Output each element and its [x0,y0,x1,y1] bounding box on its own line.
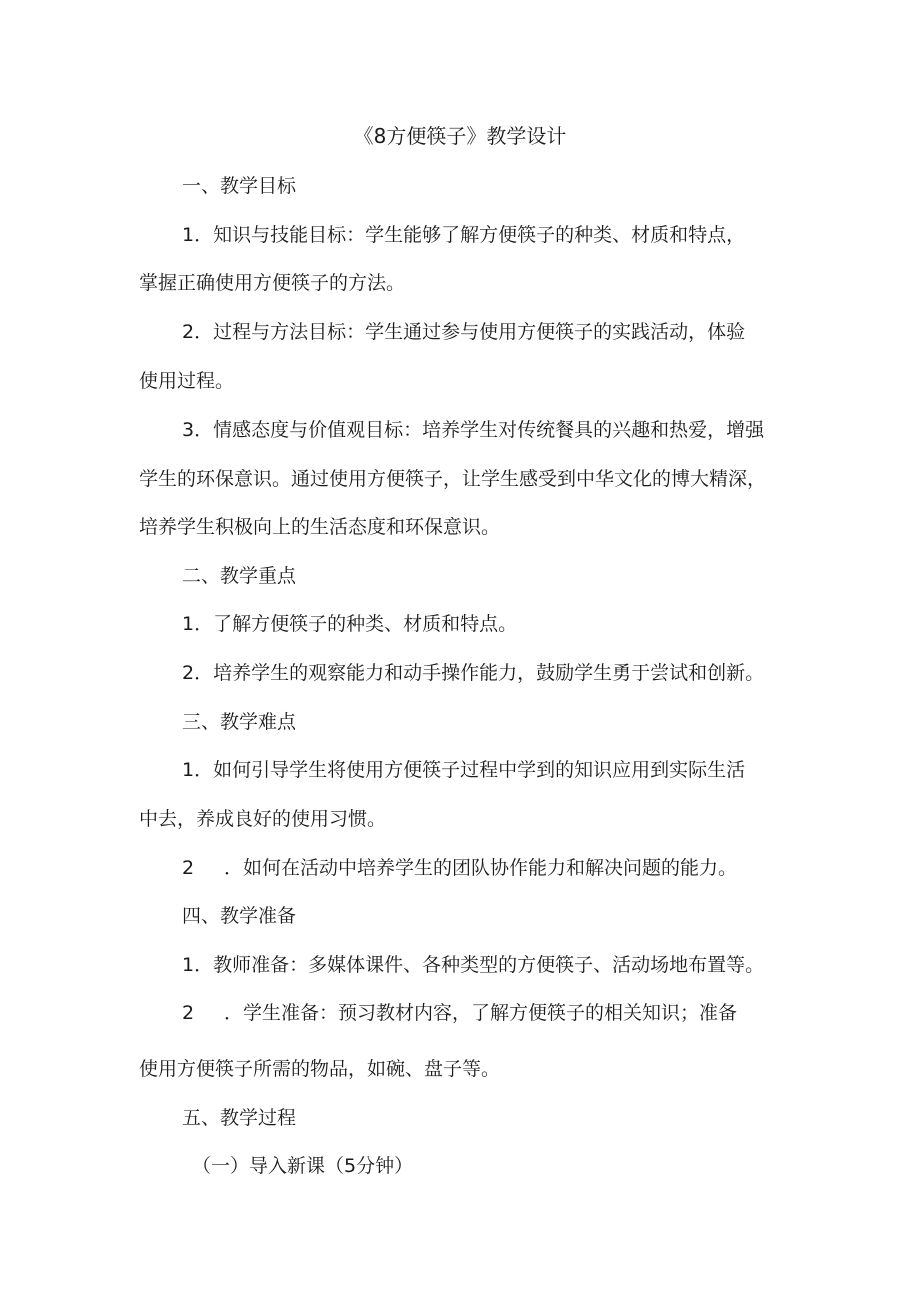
section-heading-objectives: 一、教学目标 [182,175,297,197]
objective-1-line-1: 1．知识与技能目标：学生能够了解方便筷子的种类、材质和特点， [182,224,746,246]
section-heading-difficulties: 三、教学难点 [182,711,297,733]
key-point-2: 2．培养学生的观察能力和动手操作能力，鼓励学生勇于尝试和创新。 [182,662,765,684]
objective-3-line-2: 学生的环保意识。通过使用方便筷子，让学生感受到中华文化的博大精深， [139,468,767,490]
objective-3-line-1: 3．情感态度与价值观目标：培养学生对传统餐具的兴趣和热爱，增强 [182,419,765,441]
difficulty-1-line-1: 1．如何引导学生将使用方便筷子过程中学到的知识应用到实际生活 [182,759,746,781]
document-title: 《8方便筷子》教学设计 [353,124,567,148]
preparation-2-number: 2 [182,1002,195,1024]
objective-3-line-3: 培养学生积极向上的生活态度和环保意识。 [139,516,501,538]
difficulty-2-number: 2 [182,857,195,879]
objective-1-line-2: 掌握正确使用方便筷子的方法。 [139,272,406,294]
difficulty-1-line-2: 中去，养成良好的使用习惯。 [139,808,387,830]
section-heading-preparation: 四、教学准备 [182,905,297,927]
subsection-introduction: （一）导入新课（5分钟） [192,1155,414,1177]
section-heading-key-points: 二、教学重点 [182,565,297,587]
preparation-1: 1．教师准备：多媒体课件、各种类型的方便筷子、活动场地布置等。 [182,954,765,976]
objective-2-line-2: 使用过程。 [139,370,235,392]
preparation-2-line-2: 使用方便筷子所需的物品，如碗、盘子等。 [139,1058,501,1080]
key-point-1: 1．了解方便筷子的种类、材质和特点。 [182,613,518,635]
preparation-2-text: ．学生准备：预习教材内容，了解方便筷子的相关知识；准备 [224,1002,738,1024]
difficulty-2-text: ．如何在活动中培养学生的团队协作能力和解决问题的能力。 [224,857,738,879]
objective-2-line-1: 2．过程与方法目标：学生通过参与使用方便筷子的实践活动，体验 [182,321,746,343]
section-heading-process: 五、教学过程 [182,1107,297,1129]
